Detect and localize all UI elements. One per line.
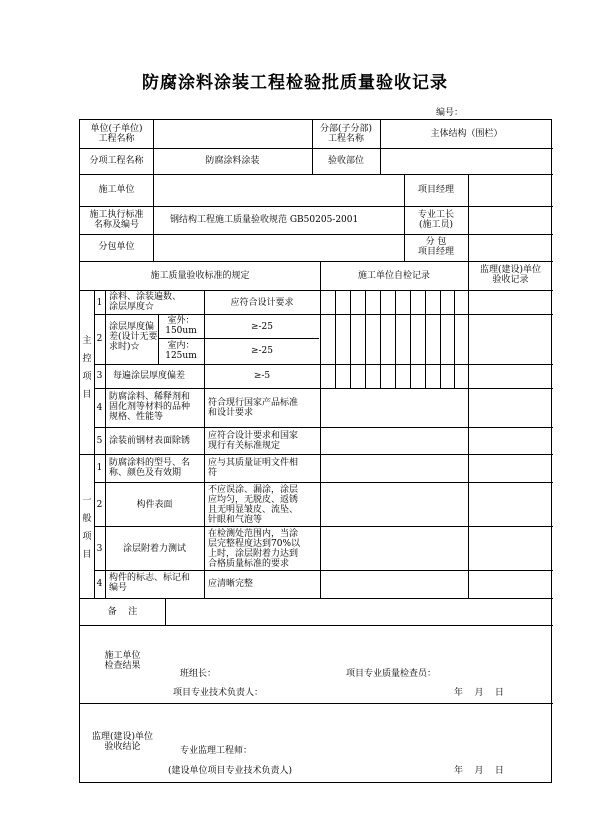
main-item-standard: ≥-25: [250, 322, 274, 332]
sub-project-value[interactable]: 主体结构（围栏）: [430, 129, 503, 139]
main-item-name: 每遍涂层厚度偏差: [113, 371, 186, 381]
team-leader-label: 班组长：: [180, 669, 217, 679]
standard-value[interactable]: 钢结构工程施工质量验收规范 GB50205-2001: [170, 215, 359, 225]
remarks-label: 备 注: [107, 607, 138, 617]
supervision-conclusion-date: 年 月 日: [454, 766, 504, 776]
main-item-no: 5: [96, 436, 103, 446]
general-item-no: 3: [96, 544, 103, 554]
main-item-standard: 符合现行国家产品标准 和设计要求: [208, 398, 299, 418]
general-item-no: 4: [96, 579, 103, 589]
item-project-value[interactable]: 防腐涂料涂装: [205, 156, 260, 166]
page-title: 防腐涂料涂装工程检验批质量验收记录: [142, 73, 448, 93]
main-item-name: 涂装前钢材表面除锈: [109, 436, 191, 446]
project-manager-label: 项目经理: [417, 185, 454, 195]
general-item-no: 2: [96, 500, 103, 510]
main-item-standard: 应符合设计要求: [230, 298, 294, 308]
owner-tech-leader-label: (建设单位项目专业技术负责人): [168, 766, 293, 776]
inspection-record-table: [79, 119, 552, 783]
main-item-condition: 室内： 125um: [165, 341, 197, 361]
main-item-standard: 应符合设计要求和国家 现行有关标准规定: [208, 431, 299, 451]
general-item-standard: 在检测处范围内，当涂 层完整程度达到70%以 上时，涂层附着力达到 合格质量标准的要求: [208, 529, 301, 569]
supervision-engineer-label: 专业监理工程师：: [180, 746, 253, 756]
standard-label: 施工执行标准 名称及编号: [89, 210, 144, 230]
general-item-name: 涂层附着力测试: [122, 544, 186, 554]
main-item-standard: ≥-25: [250, 346, 274, 356]
general-section-label: 一 般 项 目: [82, 496, 92, 560]
main-item-no: 3: [96, 371, 103, 381]
main-item-standard: ≥-5: [253, 371, 271, 381]
unit-project-label: 单位(子单位) 工程名称: [90, 124, 143, 144]
sub-project-label: 分部(子分部) 工程名称: [319, 124, 373, 144]
main-control-section-label: 主 控 项 目: [82, 336, 92, 400]
construction-check-label: 施工单位 检查结果: [104, 651, 141, 671]
general-item-name: 防腐涂料的型号、名 称、颜色及有效期: [109, 458, 191, 478]
main-item-no: 2: [96, 334, 103, 344]
main-item-name: 涂料、涂装遍数、 涂层厚度☆: [109, 292, 182, 312]
construction-check-date: 年 月 日: [454, 688, 504, 698]
tech-leader-label: 项目专业技术负责人：: [173, 688, 264, 698]
general-item-name: 构件的标志、标记和 编号: [109, 573, 191, 593]
general-item-standard: 不应误涂、漏涂，涂层 应均匀，无脱皮、返锈 且无明显皱皮、流坠、 针眼和气泡等: [208, 485, 299, 525]
general-item-no: 1: [96, 463, 103, 473]
general-item-standard: 应清晰完整: [208, 579, 254, 589]
general-item-name: 构件表面: [136, 500, 173, 510]
inspection-part-label: 验收部位: [327, 156, 364, 166]
general-item-standard: 应与其质量证明文件相 符: [208, 458, 299, 478]
main-item-no: 4: [96, 403, 103, 413]
item-project-label: 分项工程名称: [89, 156, 144, 166]
construction-unit-label: 施工单位: [98, 185, 135, 195]
subcontractor-label: 分包单位: [98, 242, 135, 252]
quality-inspector-label: 项目专业质量检查员：: [346, 669, 437, 679]
main-item-name: 涂层厚度偏 差(设计无要 求时)☆: [109, 322, 158, 352]
standard-column-header: 施工质量验收标准的规定: [150, 271, 250, 281]
main-item-condition: 室外： 150um: [165, 316, 197, 336]
record-number-label: 编号：: [436, 108, 464, 118]
main-item-no: 1: [96, 298, 103, 308]
foreman-label: 专业工长 (施工员): [417, 210, 454, 230]
self-check-column-header: 施工单位自检记录: [357, 271, 430, 281]
supervision-conclusion-label: 监理(建设)单位 验收结论: [91, 732, 154, 752]
subcontract-manager-label: 分 包 项目经理: [417, 237, 454, 257]
supervision-column-header: 监理(建设)单位 验收记录: [479, 265, 542, 285]
main-item-name: 防腐涂料、稀释剂和 固化剂等材料的品种 规格、性能等: [109, 392, 191, 422]
